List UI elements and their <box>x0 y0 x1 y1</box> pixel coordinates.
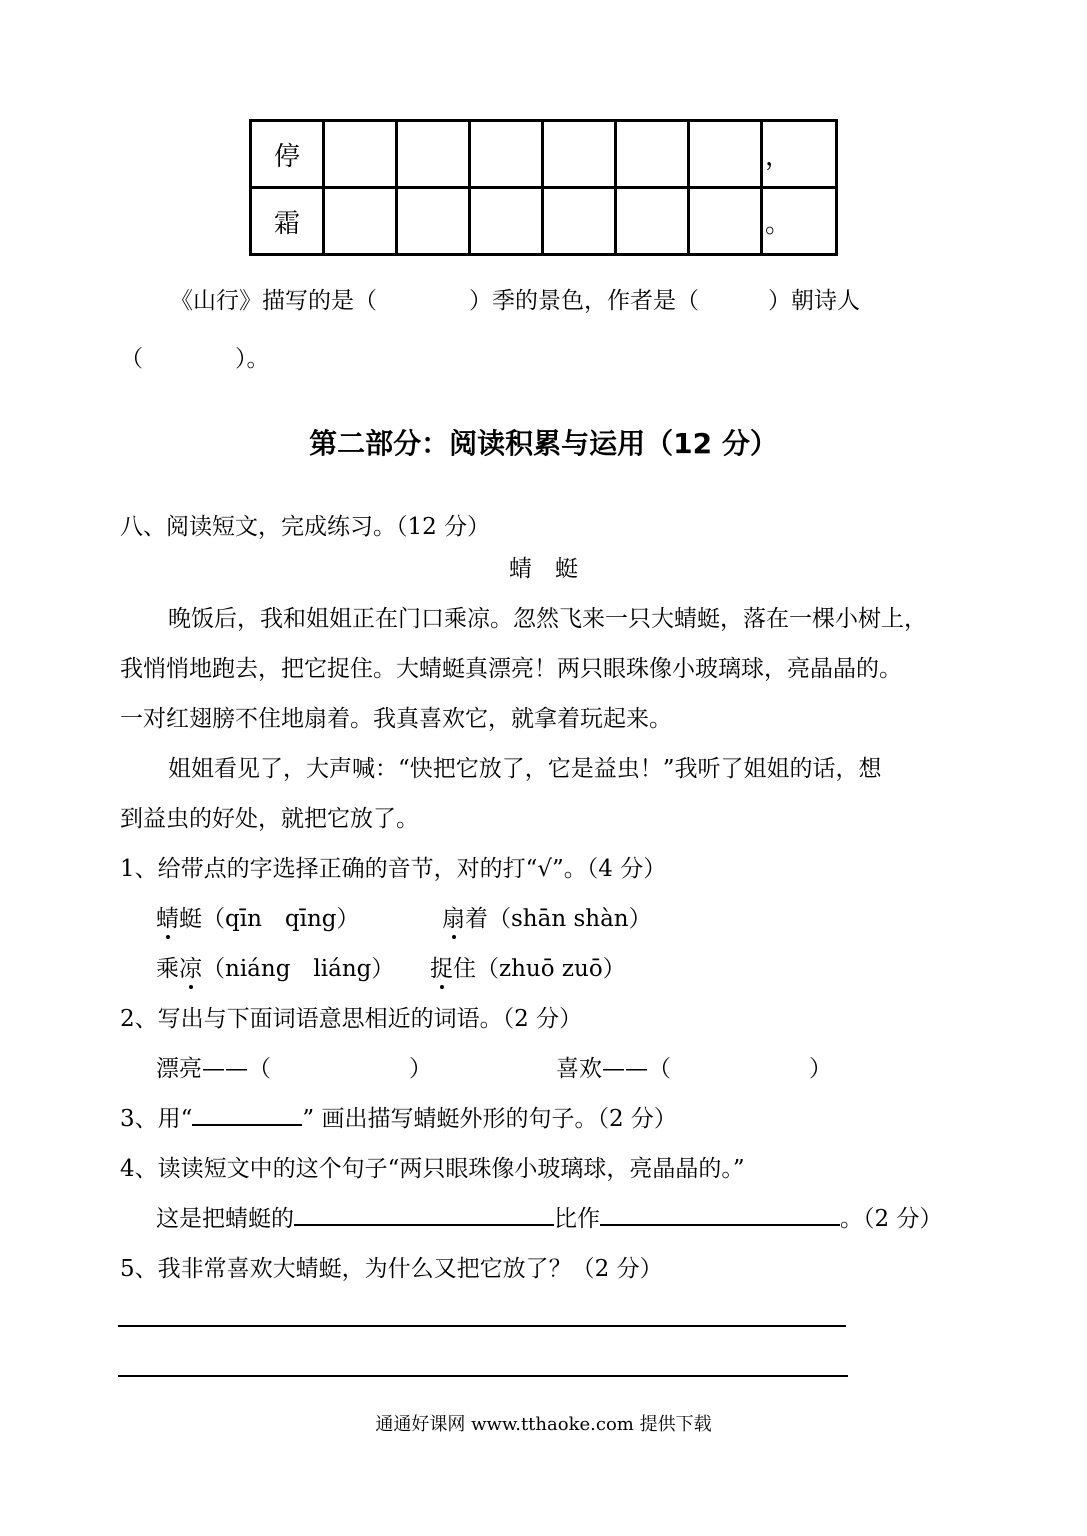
answer-blank[interactable] <box>294 1202 554 1226</box>
grid-row <box>251 121 837 188</box>
grid-cell[interactable] <box>470 121 543 188</box>
grid-cell[interactable] <box>324 121 397 188</box>
answer-blank[interactable] <box>600 1202 840 1226</box>
q3-suffix: ” 画出描写蜻蜓外形的句子。（2 分） <box>302 1106 677 1132</box>
footer-text: 通通好课网 www.tthaoke.com 提供下载 <box>375 1414 712 1435</box>
grid-cell[interactable] <box>397 121 470 188</box>
pinyin-options[interactable]: （niáng liáng） <box>202 956 395 982</box>
grid-cell[interactable] <box>470 188 543 255</box>
q3-line <box>120 1100 677 1133</box>
poem-question-line2: （ ）。 <box>120 346 270 372</box>
underline-sample <box>192 1102 302 1126</box>
paragraph-line: 我悄悄地跑去，把它捉住。大蜻蜓真漂亮！两只眼珠像小玻璃球，亮晶晶的。 <box>120 656 902 682</box>
q3-prefix: 3、用“ <box>120 1106 193 1132</box>
dotted-char: 蜻 <box>156 900 179 933</box>
grid-cell[interactable] <box>324 188 397 255</box>
answer-line[interactable] <box>118 1325 846 1327</box>
grid-cell[interactable] <box>543 121 616 188</box>
answer-line[interactable] <box>118 1375 848 1377</box>
poem-question-line1: 《山行》描写的是（ ）季的景色，作者是（ ）朝诗人 <box>170 288 860 314</box>
word-char: 着 <box>465 906 488 932</box>
q2-item-a[interactable]: 漂亮——（ ） <box>156 1056 432 1082</box>
q1-item-a <box>156 900 360 933</box>
pinyin-options[interactable]: （zhuō zuō） <box>476 956 626 982</box>
grid-cell[interactable] <box>616 188 689 255</box>
grid-cell[interactable] <box>689 121 762 188</box>
grid-cell: ， <box>762 121 837 188</box>
grid-row <box>251 188 837 255</box>
q1-item-c <box>156 950 394 983</box>
grid-cell[interactable] <box>616 121 689 188</box>
q1-item-d <box>430 950 626 983</box>
paragraph-line: 一对红翅膀不住地扇着。我真喜欢它，就拿着玩起来。 <box>120 706 672 732</box>
q4-stem: 4、读读短文中的这个句子“两只眼珠像小玻璃球，亮晶晶的。” <box>120 1156 745 1182</box>
word-char: 住 <box>453 956 476 982</box>
q8-heading: 八、阅读短文，完成练习。（12 分） <box>120 514 491 540</box>
dotted-char: 扇 <box>442 900 465 933</box>
section-title: 第二部分：阅读积累与运用（12 分） <box>309 427 778 460</box>
word-char: 蜓 <box>179 906 202 932</box>
grid-cell: 霜 <box>251 188 324 255</box>
q1-item-b <box>442 900 652 933</box>
q4-text: 这是把蜻蜓的 <box>156 1206 294 1232</box>
paragraph-line: 到益虫的好处，就把它放了。 <box>120 806 419 832</box>
pinyin-options[interactable]: （qīn qīng） <box>202 906 360 932</box>
q4-text: 比作 <box>554 1206 600 1232</box>
q2-stem: 2、写出与下面词语意思相近的词语。（2 分） <box>120 1006 583 1032</box>
poem-grid <box>249 119 838 256</box>
grid-cell[interactable] <box>543 188 616 255</box>
pinyin-options[interactable]: （shān shàn） <box>488 906 652 932</box>
paragraph-line: 姐姐看见了，大声喊：“快把它放了，它是益虫！”我听了姐姐的话，想 <box>168 756 882 782</box>
q4-fill-line <box>156 1200 942 1233</box>
q4-text: 。（2 分） <box>840 1206 943 1232</box>
grid-cell: 停 <box>251 121 324 188</box>
paragraph-line: 晚饭后，我和姐姐正在门口乘凉。忽然飞来一只大蜻蜓，落在一棵小树上， <box>168 606 927 632</box>
q2-item-b[interactable]: 喜欢——（ ） <box>556 1056 832 1082</box>
q1-stem: 1、给带点的字选择正确的音节，对的打“√”。（4 分） <box>120 856 667 882</box>
passage-title: 蜻 蜓 <box>509 556 578 582</box>
grid-cell[interactable] <box>397 188 470 255</box>
q5-stem: 5、我非常喜欢大蜻蜓，为什么又把它放了？（2 分） <box>120 1256 663 1282</box>
grid-cell: 。 <box>762 188 837 255</box>
dotted-char: 捉 <box>430 950 453 983</box>
word-char: 乘 <box>156 956 179 982</box>
dotted-char: 凉 <box>179 950 202 983</box>
grid-cell[interactable] <box>689 188 762 255</box>
